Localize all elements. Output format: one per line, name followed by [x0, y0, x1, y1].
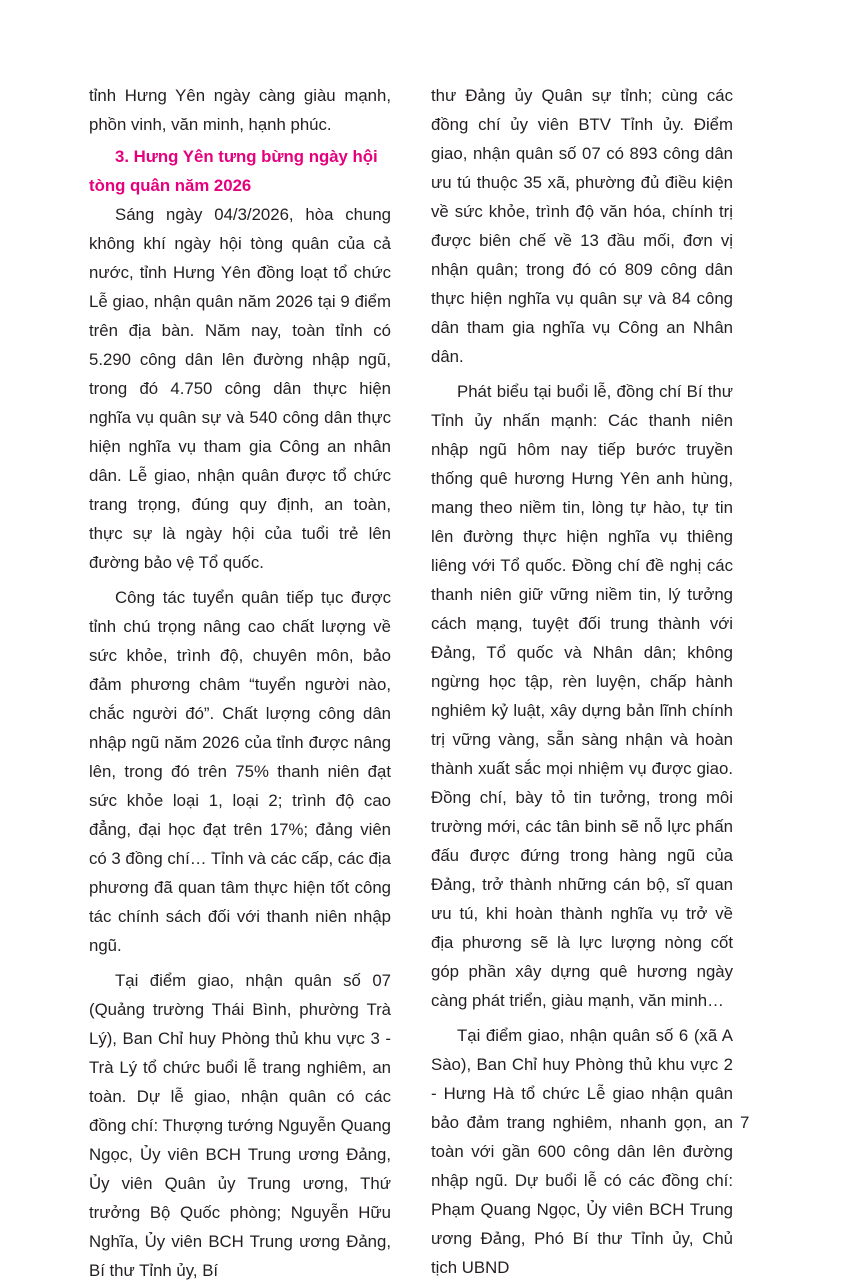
paragraph: Phát biểu tại buổi lễ, đồng chí Bí thư Tỉnh ủy nhấn mạnh: Các thanh niên nhập ngũ hôm nay tiếp bước truyền thống quê hương Hưng Yên anh hùng, mang theo niềm tin, lòng tự hào, tự tin lên đường thực hiện nghĩa vụ thiêng liêng với Tổ quốc. Đồng chí đề nghị các thanh niên giữ vững niềm tin, lý tưởng cách mạng, tuyệt đối trung thành với Đảng, Tổ quốc và Nhân dân; không ngừng học tập, rèn luyện, chấp hành nghiêm kỷ luật, xây dựng bản lĩnh chính trị vững vàng, sẵn sàng nhận và hoàn thành xuất sắc mọi nhiệm vụ được giao. Đồng chí, bày tỏ tin tưởng, trong môi trường mới, các tân binh sẽ nỗ lực phấn đấu được đứng trong hàng ngũ của Đảng, trở thành những cán bộ, sĩ quan ưu tú, khi hoàn thành nghĩa vụ trở về địa phương sẽ là lực lượng nòng cốt góp phần xây dựng quê hương ngày càng phát triển, giàu mạnh, văn minh… — [431, 382, 733, 1010]
paragraph-intro-end: tỉnh Hưng Yên ngày càng giàu mạnh, phồn vinh, văn minh, hạnh phúc. — [89, 86, 391, 134]
paragraph: Tại điểm giao, nhận quân số 07 (Quảng trường Thái Bình, phường Trà Lý), Ban Chỉ huy Phòng thủ khu vực 3 - Trà Lý tổ chức buổi lễ trang nghiêm, an toàn. Dự lễ giao, nhận quân có các đồng chí: Thượng tướng Nguyễn Quang Ngọc, Ủy viên BCH Trung ương Đảng, Ủy viên Quân ủy Trung ương, Thứ trưởng Bộ Quốc phòng; Nguyễn Hữu Nghĩa, Ủy viên BCH Trung ương Đảng, Bí thư Tỉnh ủy, Bí — [89, 971, 391, 1280]
paragraph: Sáng ngày 04/3/2026, hòa chung không khí ngày hội tòng quân của cả nước, tỉnh Hưng Yên đồng loạt tổ chức Lễ giao, nhận quân năm 2026 tại 9 điểm trên địa bàn. Năm nay, toàn tỉnh có 5.290 công dân lên đường nhập ngũ, trong đó 4.750 công dân thực hiện nghĩa vụ quân sự và 540 công dân thực hiện nghĩa vụ tham gia Công an nhân dân. Lễ giao, nhận quân được tổ chức trang trọng, đúng quy định, an toàn, thực sự là ngày hội của tuổi trẻ lên đường bảo vệ Tổ quốc. — [89, 205, 391, 572]
section-heading: 3. Hưng Yên tưng bừng ngày hội tòng quân năm 2026 — [89, 147, 378, 195]
paragraph: Công tác tuyển quân tiếp tục được tỉnh chú trọng nâng cao chất lượng về sức khỏe, trình độ, chuyên môn, bảo đảm phương châm “tuyển người nào, chắc người đó”. Chất lượng công dân nhập ngũ năm 2026 của tỉnh được nâng lên, trong đó trên 75% thanh niên đạt sức khỏe loại 1, loại 2; trình độ cao đẳng, đại học đạt trên 17%; đảng viên có 3 đồng chí… Tỉnh và các cấp, các địa phương đã quan tâm thực hiện tốt công tác chính sách đối với thanh niên nhập ngũ. — [89, 588, 391, 955]
page-number: 7 — [740, 1113, 750, 1132]
paragraph-continued: thư Đảng ủy Quân sự tỉnh; cùng các đồng chí ủy viên BTV Tỉnh ủy. Điểm giao, nhận quân số 07 có 893 công dân ưu tú thuộc 35 xã, phường đủ điều kiện về sức khỏe, trình độ văn hóa, chính trị được biên chế về 13 đầu mối, đơn vị nhận quân; trong đó có 809 công dân thực hiện nghĩa vụ quân sự và 84 công dân tham gia nghĩa vụ Công an Nhân dân. — [431, 86, 733, 366]
right-column — [431, 81, 733, 1282]
paragraph: Tại điểm giao, nhận quân số 6 (xã A Sào), Ban Chỉ huy Phòng thủ khu vực 2 - Hưng Hà tổ chức Lễ giao nhận quân bảo đảm trang nghiêm, nhanh gọn, an toàn với gần 600 công dân lên đường nhập ngũ. Dự buổi lễ có các đồng chí: Phạm Quang Ngọc, Ủy viên BCH Trung ương Đảng, Phó Bí thư Tỉnh ủy, Chủ tịch UBND — [431, 1026, 733, 1277]
left-column — [89, 81, 391, 1285]
